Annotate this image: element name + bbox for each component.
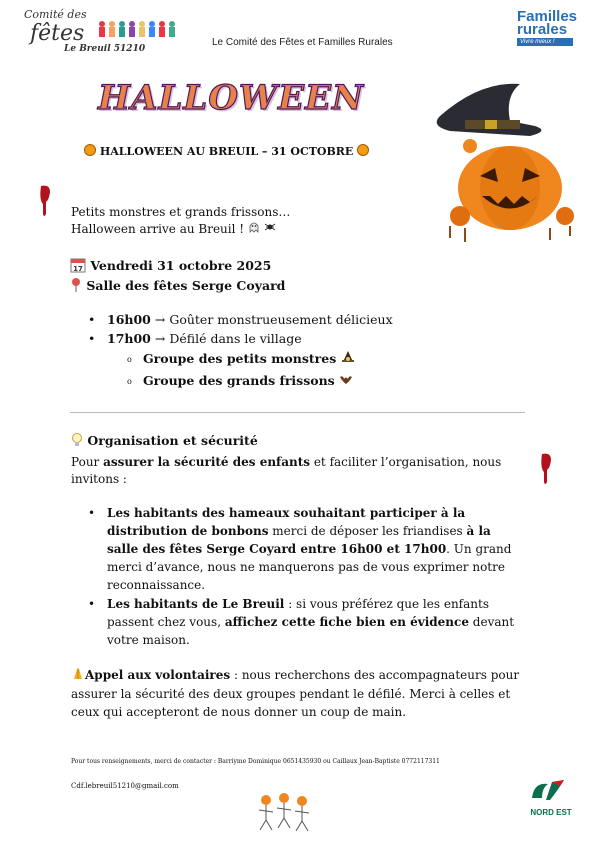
schedule-list <box>88 310 393 392</box>
header-organisation-text: Le Comité des Fêtes et Familles Rurales <box>212 37 393 48</box>
group-label: Groupe des petits monstres <box>143 351 337 366</box>
organisation-title-text: Organisation et sécurité <box>87 433 258 448</box>
witch-icon <box>341 349 355 370</box>
intro-text <box>71 204 290 238</box>
familles-rurales-logo <box>517 10 583 64</box>
volunteers-bold: Appel aux volontaires <box>85 668 231 682</box>
event-date-text: Vendredi 31 octobre 2025 <box>90 258 272 273</box>
volunteers-paragraph <box>71 666 523 721</box>
schedule-item <box>88 310 393 329</box>
comite-des-fetes-logo <box>24 8 184 58</box>
subtitle-text: HALLOWEEN AU BREUIL – 31 OCTOBRE <box>99 145 354 158</box>
familles-rurales-line1: Familles <box>517 8 578 25</box>
intro-line-1: Petits monstres et grands frissons… <box>71 205 291 219</box>
pumpkin-witch-hat-illustration <box>410 76 590 246</box>
pumpkin-icon <box>357 144 369 156</box>
logo-people-graphic <box>24 16 184 46</box>
organisation-item: • Les habitants de Le Breuil : si vous préférez que les enfants passent chez vous, affichez cette fiche bien en évidence devant votre maison. <box>88 595 522 649</box>
event-subtitle <box>84 144 369 158</box>
ghost-icon <box>248 221 260 238</box>
groups-list <box>107 348 393 392</box>
contact-info: Pour tous renseignements, merci de contacter : Barriyme Dominique 0651435930 ou Caillaux Jean-Baptiste 0772117311 <box>71 758 440 765</box>
logo-left-script: fêtes <box>30 21 85 46</box>
schedule-time: 16h00 <box>107 312 151 327</box>
credit-agricole-label: NORD EST <box>530 808 572 817</box>
organisation-list <box>88 504 522 650</box>
schedule-text: Goûter monstrueusement délicieux <box>169 312 393 327</box>
familles-rurales-tagline: Vivre mieux ! <box>517 38 573 46</box>
credit-agricole-logo <box>522 778 580 824</box>
event-date <box>70 257 271 276</box>
intro-line-2-text: Halloween arrive au Breuil ! <box>71 222 245 236</box>
schedule-item <box>88 329 393 392</box>
section-divider <box>70 412 525 413</box>
arrow-icon: → <box>154 331 166 346</box>
schedule-time: 17h00 <box>107 331 151 346</box>
page-title: HALLOWEEN <box>98 78 365 118</box>
group-item <box>107 370 393 392</box>
group-item <box>107 348 393 370</box>
pumpkin-icon <box>84 144 96 156</box>
contact-email[interactable]: Cdf.lebreuil51210@gmail.com <box>71 782 179 790</box>
event-place-text: Salle des fêtes Serge Coyard <box>86 278 286 293</box>
volunteers-text: : nous recherchons des accompagnateurs pour assurer la sécurité des deux groupes pendant le défilé. Merci à celles et ceux qui accepteront de nous donner un coup de main. <box>71 668 520 719</box>
blood-drip-icon <box>38 184 52 218</box>
organisation-item: • Les habitants des hameaux souhaitant participer à la distribution de bonbons merci de déposer les friandises à la salle des fêtes Serge Coyard entre 16h00 et 17h00. Un grand merci d’avance, nous ne manquerons pas de vous exprimer notre reconnaissance. <box>88 504 522 594</box>
svg-text:17: 17 <box>73 265 83 273</box>
logo-left-subtitle: Le Breuil 51210 <box>64 44 146 54</box>
logo-left-title: Comité des <box>24 8 87 21</box>
organisation-intro: Pour assurer la sécurité des enfants et faciliter l’organisation, nous invitons : <box>71 455 502 486</box>
organisation-intro-bold: assurer la sécurité des enfants <box>103 455 311 469</box>
arrow-icon: → <box>154 312 166 327</box>
organisation-title <box>71 432 258 451</box>
spider-icon <box>264 221 276 238</box>
intro-line-2 <box>71 221 290 238</box>
blood-drip-icon <box>539 452 553 486</box>
familles-rurales-line2: rurales <box>517 21 568 38</box>
praying-hands-icon <box>71 666 85 685</box>
credit-agricole-mark <box>530 778 566 804</box>
event-place <box>70 277 285 296</box>
lightbulb-icon <box>71 432 83 451</box>
pin-icon <box>70 277 82 296</box>
group-label: Groupe des grands frissons <box>143 373 335 388</box>
dancing-pumpkins-illustration <box>254 790 314 834</box>
schedule-text: Défilé dans le village <box>169 331 302 346</box>
bat-icon <box>339 371 353 392</box>
calendar-icon <box>70 257 86 276</box>
